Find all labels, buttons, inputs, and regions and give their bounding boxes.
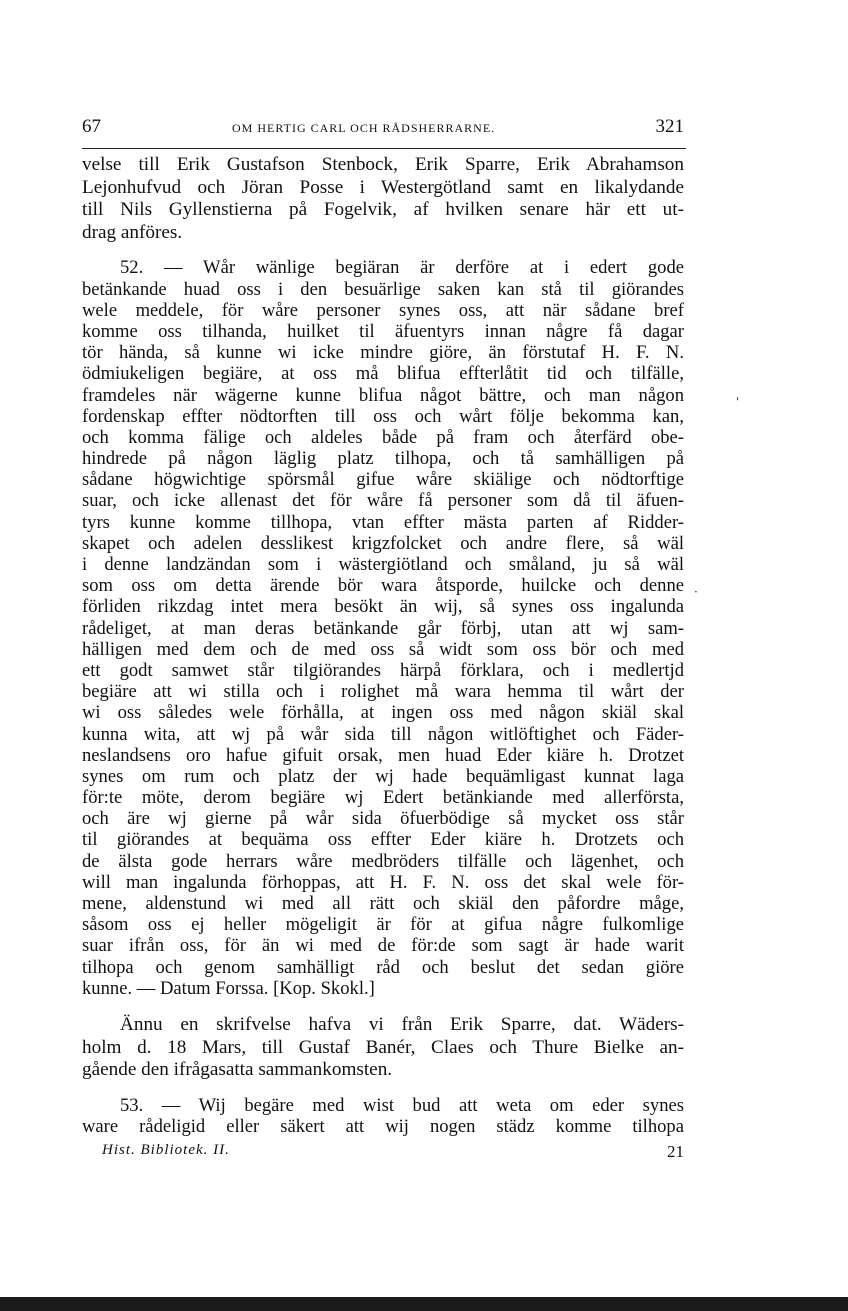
paragraph-quote-52 [82,257,684,999]
text-line: drag anföres. [82,221,183,243]
text-line: skapet och adelen desslikest krigzfolcket och andre flere, så wäl [82,532,684,554]
page-header [82,116,684,142]
text-line: hälligen med dem och de med oss så widt som oss bör och med [82,638,684,660]
running-title: OM HERTIG CARL OCH RÅDSHERRARNE. [232,121,496,135]
paragraph-quote-53 [82,1095,684,1137]
margin-speck: ' [736,395,740,409]
text-line: i denne landzändan som i wästergiötland och småland, ju så wäl [82,554,684,575]
text-line: tör hända, så kunne wi icke mindre giöre, än förstutaf H. F. N. [82,342,684,364]
text-line: hindrede på någon läglig platz tilhopa, och tå samhälligen på [82,448,684,470]
text-line: och äre wj gierne på wår sida öfuerbödige så mycket oss står [82,808,684,830]
text-line: och komma fälige och aldeles både på fram och återfärd obe- [82,426,684,448]
text-line: de älsta gode herrars wåre medbröders tilfälle och lägenhet, och [82,850,684,872]
page-footer [102,1142,684,1166]
text-line: kunne. — Datum Forssa. [Kop. Skokl.] [82,977,375,999]
text-line: wi oss således wele förhålla, at ingen oss med någon skiäl skal [82,702,684,724]
text-line: såsom oss ej heller mögeligit är för at gifua någre fulkomlige [82,914,684,936]
page-number-right: 321 [655,116,684,137]
text-line: rådeliget, at man deras betänkande går förbj, utan att wj sam- [82,617,684,639]
text-line: til giörandes at bequäma oss effter Eder kiäre h. Drotzets och [82,829,684,851]
text-line: suar, och icke allenast det för wåre få personer som då til äfuen- [82,490,684,512]
text-line: för:te möte, derom begiäre wj Edert betänkiande med allerförsta, [82,787,684,809]
text-line: tilhopa och genom samhälligt råd och beslut det sedan giöre [82,956,684,978]
signature-mark: Hist. Bibliotek. II. [102,1142,230,1158]
text-line: synes om rum och platz der wj hade bequämligast kunnat laga [82,765,684,787]
text-line: 52. — Wår wänlige begiäran är derföre at i edert gode [120,257,684,279]
text-line: till Nils Gyllenstierna på Fogelvik, af hvilken senare här ett ut- [82,199,684,221]
paragraph-intro [82,154,684,244]
text-line: Lejonhufvud och Jöran Posse i Westergötland samt en likalydande [82,176,684,198]
signature-number: 21 [667,1142,684,1161]
body-text [82,154,684,1137]
text-line: komme oss tilhanda, huilket til äfuentyrs innan någre få dagar [82,320,684,342]
text-line: wele meddele, för wåre personer synes oss, att när sådane bref [82,299,684,321]
text-line: begiäre att wi stilla och i rolighet må wara hemma til wårt der [82,681,684,703]
text-line: neslandsens oro hafue gifuit orsak, men huad Eder kiäre h. Drotzet [82,744,684,766]
text-line: framdeles när wägerne kunne blifua något bättre, och man någon [82,384,684,406]
page-number-left: 67 [82,116,101,137]
text-line: holm d. 18 Mars, till Gustaf Banér, Claes och Thure Bielke an- [82,1036,684,1058]
text-line: suar ifrån oss, för än wi med de för:de som sagt är hade warit [82,935,684,957]
scan-edge-band [0,1297,848,1311]
text-line: velse till Erik Gustafson Stenbock, Erik Sparre, Erik Abrahamson [82,154,684,175]
text-line: will man ingalunda förhoppas, att H. F. N. oss det skal wele för- [82,871,684,893]
text-line: förliden rikzdag intet mera besökt än wij, så synes oss ingalunda [82,596,684,618]
text-line: ware rådeligid eller säkert att wij nogen städz komme tilhopa [82,1115,684,1137]
text-line: fordenskap effter nödtorften till oss och wårt följe bekomma kan, [82,405,684,427]
header-rule [82,148,686,149]
text-line: kunna wita, att wj på wår sida till någon witlöftighet och Fäder- [82,723,684,745]
text-line: Ännu en skrifvelse hafva vi från Erik Sparre, dat. Wäders- [120,1013,684,1035]
margin-speck: · [694,585,698,599]
text-line: ett godt samwet står tilgiörandes härpå förklara, och i medlertjd [82,659,684,681]
text-line: sådane högwichtige spörsmål gifue wåre skiälige och nödtorftige [82,469,684,491]
text-line: som oss om detta ärende bör wara åtsporde, huilcke och denne [82,575,684,597]
text-line: gående den ifrågasatta sammankomsten. [82,1059,393,1081]
text-line: tyrs kunne komme tillhopa, vtan effter mästa parten af Ridder- [82,511,684,533]
text-line: 53. — Wij begäre med wist bud att weta om eder synes [120,1094,684,1116]
paragraph-commentary [82,1014,684,1082]
text-line: ödmiukeligen begiäre, at oss må blifua effterlåtit tid och tilfälle, [82,363,684,385]
text-line: betänkande huad oss i den besuärlige saken kan stå til giörandes [82,278,684,300]
text-line: mene, aldenstund wi med all rätt och skiäl den påfordre måge, [82,893,684,914]
